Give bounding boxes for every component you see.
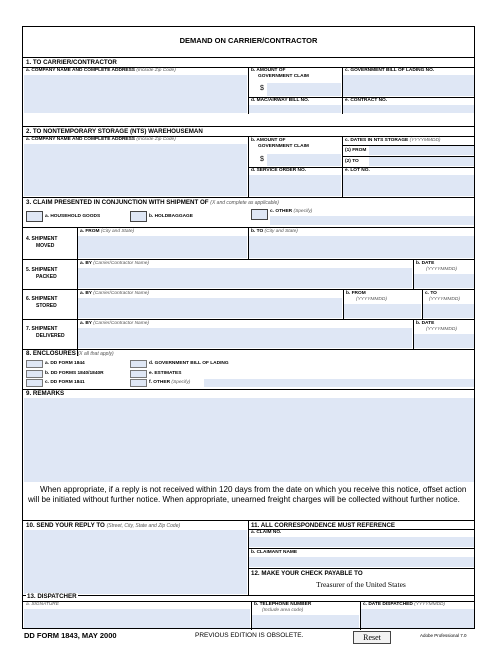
other-shipment-label — [270, 209, 312, 215]
s7-date-label-text: b. DATE — [416, 321, 435, 326]
s1-contract-field[interactable] — [343, 105, 474, 113]
s1-contract-label: e. CONTRACT NO. — [345, 98, 388, 103]
s1-amount-label-1: b. AMOUNT OF — [251, 68, 286, 73]
enclosure-gbl-label: d. GOVERNMENT BILL OF LADING — [149, 361, 229, 366]
household-goods-checkbox[interactable] — [26, 211, 43, 222]
section-3-hint: (X and complete as applicable) — [210, 200, 279, 206]
s1-gbl-label: c. GOVERNMENT BILL OF LADING NO. — [345, 68, 435, 73]
claimant-name-label: b. CLAIMANT NAME — [251, 550, 298, 555]
s4-to-label-text: b. TO — [251, 229, 264, 234]
enclosure-dd1841-checkbox[interactable] — [26, 379, 43, 387]
software-version: Adobe Professional 7.0 — [420, 633, 467, 638]
signature-label-text: a. SIGNATURE — [26, 602, 59, 607]
s4-to-label — [251, 229, 298, 235]
telephone-label — [254, 602, 311, 614]
enclosure-estimates-label: e. ESTIMATES — [149, 371, 182, 376]
s2-lot-label: e. LOT NO. — [345, 168, 370, 173]
date-dispatched-label-text: c. DATE DISPATCHED — [363, 602, 413, 607]
reply-address-field[interactable] — [24, 530, 247, 594]
edition-notice: PREVIOUS EDITION IS OBSOLETE. — [195, 632, 304, 639]
section-2-heading: 2. TO NONTEMPORARY STORAGE (NTS) WAREHOUSEMAN — [26, 128, 203, 135]
s2-company-label-text: a. COMPANY NAME AND COMPLETE ADDRESS — [26, 137, 136, 142]
enclosure-dd1844-checkbox[interactable] — [26, 360, 43, 368]
s5-date-hint: (YYYYMMDD) — [426, 267, 457, 272]
s6-label-1: 6. SHIPMENT — [26, 296, 58, 302]
s7-by-label-text: a. BY — [80, 321, 92, 326]
s4-label-1: 4. SHIPMENT — [26, 236, 58, 242]
s1-mac-field[interactable] — [249, 105, 341, 113]
holdbaggage-checkbox[interactable] — [130, 211, 147, 222]
other-shipment-field[interactable] — [270, 216, 474, 225]
check-payee: Treasurer of the United States — [316, 580, 406, 589]
s2-from-label: (1) FROM — [345, 148, 367, 153]
section-3-heading-text: 3. CLAIM PRESENTED IN CONJUNCTION WITH SHIPMENT OF — [26, 199, 209, 206]
s6-from-label — [346, 291, 387, 303]
s2-dates-label-text: c. DATES IN NTS STORAGE — [345, 138, 409, 143]
section-10-hint: (Street, City, State and Zip Code) — [106, 523, 181, 529]
section-8-hint: (X all that apply) — [77, 351, 114, 357]
reply-notice: When appropriate, if a reply is not received within 120 days from the date on which you receive this notice, offset action will be initiated without further notice. When appropriate, unearned freight charges will be collected without further notice. — [28, 485, 467, 504]
s7-by-hint: (Carrier/Contractor Name) — [93, 321, 149, 326]
s6-by-hint: (Carrier/Contractor Name) — [93, 291, 149, 296]
s6-to-field[interactable] — [423, 304, 474, 318]
s2-to-label: (2) TO — [345, 159, 359, 164]
s2-company-label — [26, 137, 176, 143]
remarks-field[interactable] — [24, 398, 474, 482]
s5-label-2: PACKED — [36, 273, 57, 280]
s5-by-field[interactable] — [78, 268, 412, 288]
s2-company-hint: (Include Zip Code) — [136, 137, 176, 142]
s7-label-2: DELIVERED — [36, 332, 65, 339]
claim-no-field[interactable] — [249, 537, 474, 547]
section-11-heading: 11. ALL CORRESPONDENCE MUST REFERENCE — [251, 522, 396, 529]
enclosure-estimates-checkbox[interactable] — [130, 370, 147, 378]
enclosure-dd1840-checkbox[interactable] — [26, 370, 43, 378]
other-shipment-checkbox[interactable] — [251, 209, 268, 220]
s4-from-label — [80, 229, 134, 235]
s5-date-label — [416, 261, 457, 273]
enclosure-other-hint: (Specify) — [171, 380, 191, 385]
s2-service-order-label: d. SERVICE ORDER NO. — [251, 168, 307, 173]
form-identifier: DD FORM 1843, MAY 2000 — [24, 631, 117, 640]
enclosure-gbl-checkbox[interactable] — [130, 360, 147, 368]
s5-by-label — [80, 261, 149, 267]
section-10-heading — [26, 522, 180, 529]
s2-from-date-field[interactable] — [369, 146, 474, 155]
s2-dates-label — [345, 138, 441, 144]
s7-by-label — [80, 321, 149, 327]
s6-label — [26, 296, 57, 309]
section-8-heading — [26, 350, 114, 357]
enclosure-dd1840-label: b. DD FORMS 1840/1840R — [45, 371, 104, 376]
s2-amount-label — [251, 138, 309, 150]
s2-dates-hint: (YYYYMMDD) — [409, 138, 441, 143]
s2-currency-sign: $ — [260, 156, 264, 163]
other-shipment-label-text: c. OTHER — [270, 209, 293, 214]
s7-by-field[interactable] — [78, 328, 412, 348]
s1-mac-label: d. MAC/AIRWAY BILL NO. — [251, 98, 310, 103]
other-shipment-hint: (Specify) — [293, 209, 313, 214]
enclosure-dd1841-label: c. DD FORM 1841 — [45, 380, 85, 385]
s1-gbl-field[interactable] — [343, 75, 474, 96]
date-dispatched-hint: (YYYYMMDD) — [414, 602, 446, 607]
s6-by-label-text: a. BY — [80, 291, 92, 296]
s1-amount-label-2: GOVERNMENT CLAIM — [258, 74, 309, 79]
s7-label-1: 7. SHIPMENT — [26, 326, 58, 332]
s6-to-label-text: c. TO — [425, 291, 437, 296]
s4-label-2: MOVED — [36, 242, 55, 249]
s7-date-field[interactable] — [414, 334, 474, 348]
s6-by-label — [80, 291, 149, 297]
s4-from-hint: (City and State) — [100, 229, 135, 234]
s1-company-label-text: a. COMPANY NAME AND COMPLETE ADDRESS — [26, 68, 136, 73]
s2-amount-field[interactable] — [267, 154, 341, 166]
s4-from-field[interactable] — [78, 236, 247, 258]
s1-amount-field[interactable] — [267, 83, 341, 96]
enclosure-other-checkbox[interactable] — [130, 379, 147, 387]
form-title: DEMAND ON CARRIER/CONTRACTOR — [179, 36, 318, 45]
s2-amount-label-2: GOVERNMENT CLAIM — [258, 144, 309, 149]
s6-to-hint: (YYYYMMDD) — [429, 297, 460, 302]
section-3-heading — [26, 199, 279, 206]
enclosure-other-field[interactable] — [204, 379, 474, 387]
signature-label — [26, 602, 59, 608]
s2-company-address-field[interactable] — [24, 144, 247, 196]
s6-from-label-text: b. FROM — [346, 291, 366, 296]
s2-lot-field[interactable] — [343, 175, 474, 196]
telephone-hint: (Include area code) — [262, 608, 304, 613]
date-dispatched-label — [363, 602, 445, 608]
enclosure-dd1844-label: a. DD FORM 1844 — [45, 361, 85, 366]
section-9-heading: 9. REMARKS — [26, 390, 65, 397]
s2-to-date-field[interactable] — [369, 157, 474, 166]
claim-no-label: a. CLAIM NO. — [251, 530, 282, 535]
s6-label-2: STORED — [36, 302, 57, 309]
s6-by-field[interactable] — [78, 298, 342, 318]
s7-label — [26, 326, 65, 339]
household-goods-label: a. HOUSEHOLD GOODS — [45, 214, 101, 219]
section-12-heading: 12. MAKE YOUR CHECK PAYABLE TO — [251, 570, 363, 577]
signature-field[interactable] — [24, 609, 250, 628]
s4-to-field[interactable] — [249, 236, 474, 258]
s1-currency-sign: $ — [260, 85, 264, 92]
section-8-heading-text: 8. ENCLOSURES — [26, 350, 76, 357]
s1-company-address-field[interactable] — [24, 75, 247, 113]
s5-by-label-text: a. BY — [80, 261, 92, 266]
s2-service-order-field[interactable] — [249, 175, 341, 196]
s7-date-hint: (YYYYMMDD) — [426, 327, 457, 332]
section-10-heading-text: 10. SEND YOUR REPLY TO — [26, 522, 105, 529]
reset-button[interactable]: Reset — [353, 631, 391, 644]
s1-company-hint: (Include Zip Code) — [136, 68, 176, 73]
dd-form-1843 — [22, 26, 475, 629]
s6-from-field[interactable] — [344, 304, 421, 318]
s5-date-label-text: b. DATE — [416, 261, 435, 266]
s5-by-hint: (Carrier/Contractor Name) — [93, 261, 149, 266]
claimant-name-field[interactable] — [249, 557, 474, 567]
telephone-field[interactable] — [252, 615, 359, 628]
enclosure-other-label-text: f. OTHER — [149, 380, 171, 385]
s4-to-hint: (City and State) — [264, 229, 298, 234]
s5-label — [26, 267, 57, 280]
s6-from-hint: (YYYYMMDD) — [356, 297, 387, 302]
s5-date-field[interactable] — [414, 274, 474, 288]
section-13-heading: 13. DISPATCHER — [27, 593, 77, 600]
holdbaggage-label: b. HOLDBAGGAGE — [149, 214, 193, 219]
date-dispatched-field[interactable] — [361, 609, 474, 628]
section-1-heading: 1. TO CARRIER/CONTRACTOR — [26, 59, 117, 66]
s4-label — [26, 236, 57, 249]
s4-from-label-text: a. FROM — [80, 229, 100, 234]
s2-amount-label-1: b. AMOUNT OF — [251, 138, 286, 143]
enclosure-other-label — [149, 380, 190, 386]
s1-amount-label — [251, 68, 309, 80]
s5-label-1: 5. SHIPMENT — [26, 267, 58, 273]
s1-company-label — [26, 68, 176, 74]
s6-to-label — [425, 291, 460, 303]
telephone-label-text: b. TELEPHONE NUMBER — [254, 602, 312, 607]
s7-date-label — [416, 321, 457, 333]
